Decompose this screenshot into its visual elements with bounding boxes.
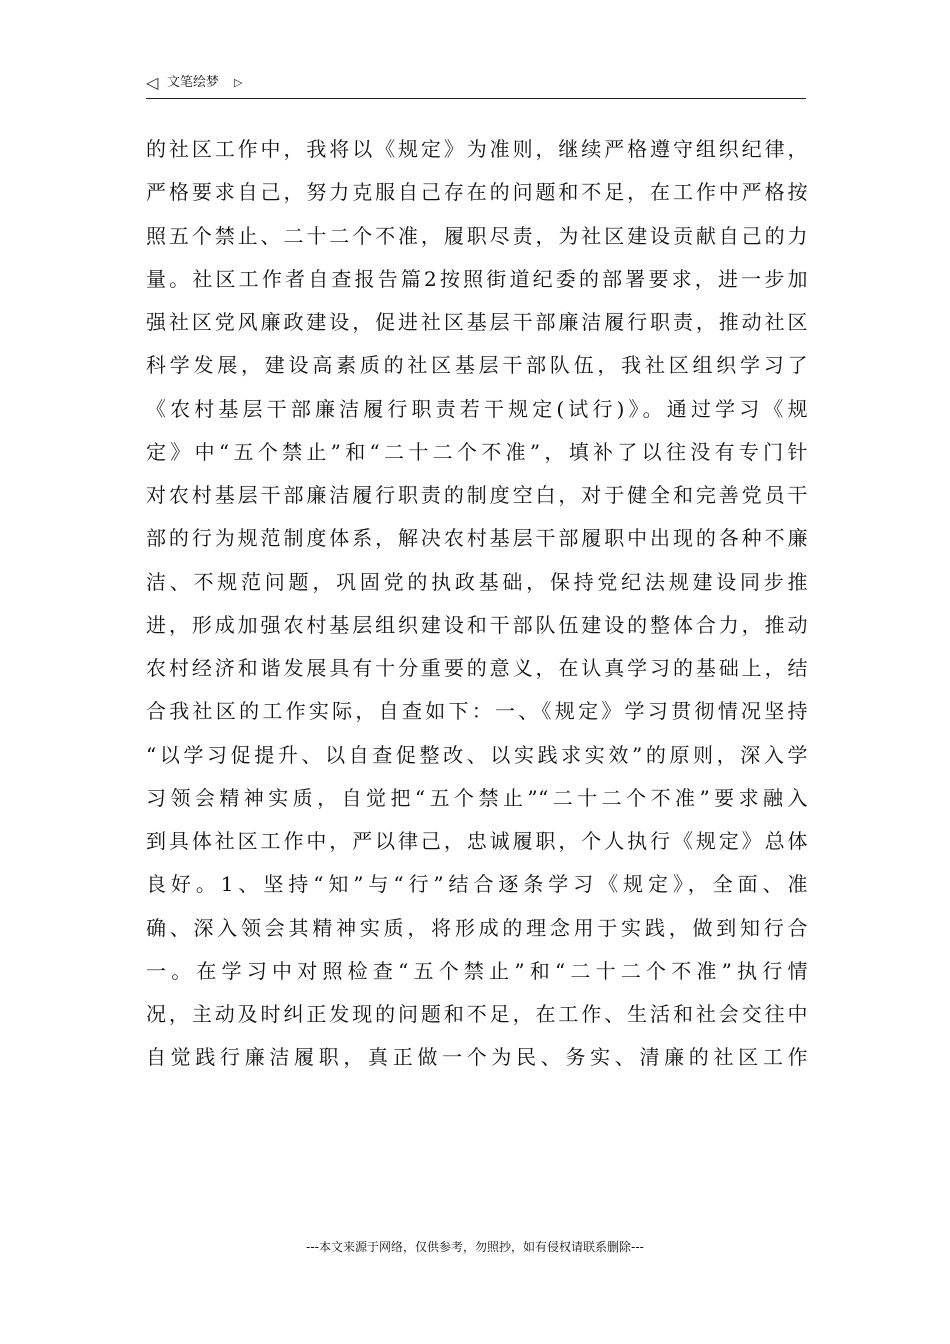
body-line: 部的行为规范制度体系，解决农村基层干部履职中出现的各种不廉 bbox=[146, 526, 808, 551]
body-line: 进，形成加强农村基层组织建设和干部队伍建设的整体合力，推动 bbox=[146, 612, 808, 637]
page-header bbox=[146, 72, 806, 99]
body-line: 良好。1、坚持“知”与“行”结合逐条学习《规定》，全面、准 bbox=[146, 872, 808, 897]
body-line: 自觉践行廉洁履职，真正做一个为民、务实、清廉的社区工作 bbox=[146, 1045, 808, 1070]
body-line: 习领会精神实质，自觉把“五个禁止”“二十二个不准”要求融入 bbox=[146, 785, 808, 810]
body-line: “以学习促提升、以自查促整改、以实践求实效”的原则，深入学 bbox=[146, 742, 808, 767]
body-line: 量。社区工作者自查报告篇2按照街道纪委的部署要求，进一步加 bbox=[146, 266, 808, 291]
body-line: 农村经济和谐发展具有十分重要的意义，在认真学习的基础上，结 bbox=[146, 656, 808, 680]
triangle-right-icon: ▷ bbox=[234, 76, 243, 89]
body-line: 合我社区的工作实际，自查如下：一、《规定》学习贯彻情况坚持 bbox=[146, 699, 808, 724]
body-line: 确、深入领会其精神实质，将形成的理念用于实践，做到知行合 bbox=[146, 915, 808, 940]
triangle-left-icon: ◁ bbox=[146, 73, 159, 92]
body-line: 洁、不规范问题，巩固党的执政基础，保持党纪法规建设同步推 bbox=[146, 569, 808, 594]
header-brand: 文笔绘梦 bbox=[167, 75, 220, 90]
body-line: 强社区党风廉政建设，促进社区基层干部廉洁履行职责，推动社区 bbox=[146, 310, 808, 334]
body-line: 严格要求自己，努力克服自己存在的问题和不足，在工作中严格按 bbox=[146, 180, 808, 205]
body-line: 定》中“五个禁止”和“二十二个不准”，填补了以往没有专门针 bbox=[146, 439, 808, 464]
page-footer-disclaimer: ---本文来源于网络，仅供参考，勿照抄，如有侵权请联系删除--- bbox=[306, 1240, 644, 1254]
body-line: 一。在学习中对照检查“五个禁止”和“二十二个不准”执行情 bbox=[146, 958, 808, 983]
body-line: 的社区工作中，我将以《规定》为准则，继续严格遵守组织纪律， bbox=[146, 137, 808, 161]
body-line: 科学发展，建设高素质的社区基层干部队伍，我社区组织学习了 bbox=[146, 353, 808, 378]
body-line: 况，主动及时纠正发现的问题和不足，在工作、生活和社会交往中 bbox=[146, 1002, 808, 1026]
body-line: 到具体社区工作中，严以律己，忠诚履职，个人执行《规定》总体 bbox=[146, 829, 808, 853]
body-line: 对农村基层干部廉洁履行职责的制度空白，对于健全和完善党员干 bbox=[146, 483, 808, 507]
body-line: 《农村基层干部廉洁履行职责若干规定(试行)》。通过学习《规 bbox=[146, 396, 808, 421]
body-line: 照五个禁止、二十二个不准，履职尽责，为社区建设贡献自己的力 bbox=[146, 223, 808, 248]
document-body bbox=[146, 128, 808, 1080]
